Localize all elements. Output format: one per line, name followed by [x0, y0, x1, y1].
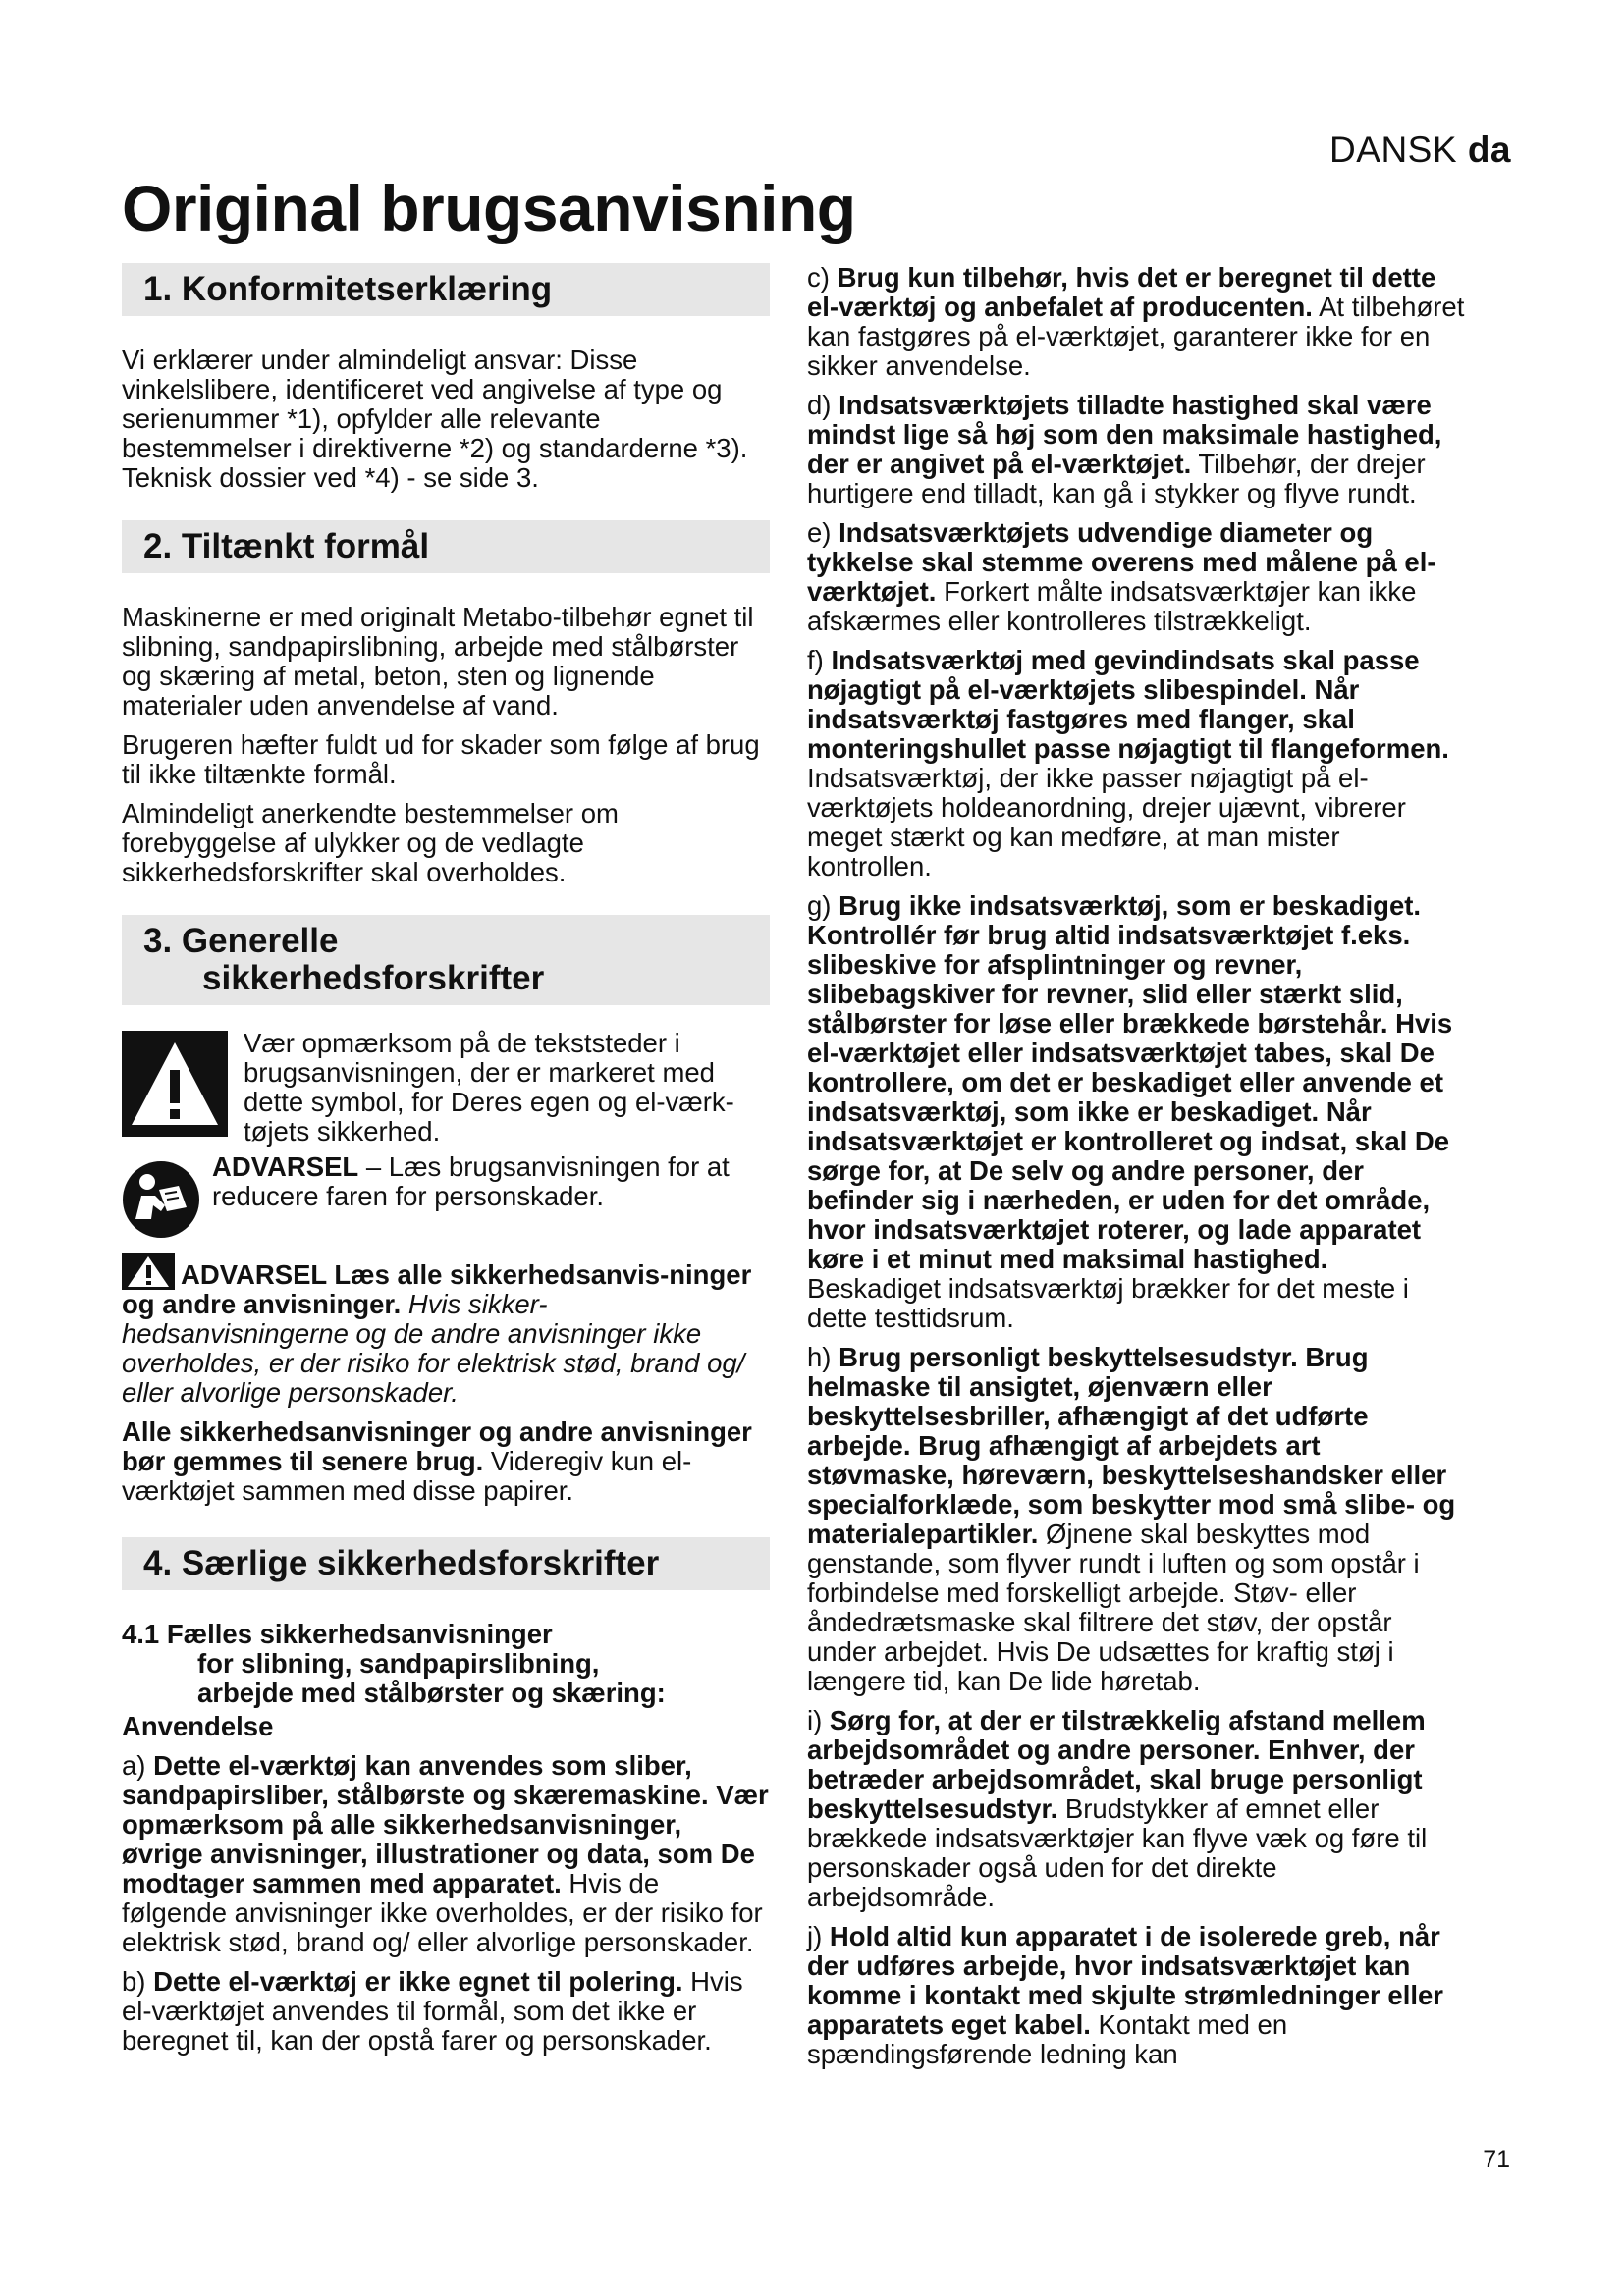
item-a-label: a) [122, 1750, 154, 1781]
item-f-bold: Indsatsværktøj med gevindindsats skal passe nøjagtigt på el-værktøjets slibespindel. Når indsatsværktøj fastgøres med flanger, skal monteringshullet passe nøjagtigt til flangeformen. [807, 645, 1449, 764]
item-e [807, 518, 1465, 636]
section-3-heading [122, 915, 770, 1005]
item-i-text: Brudstykker af emnet eller brækkede indsatsværktøjer kan flyve væk og føre til personskader også uden for det direkte arbejdsområde. [807, 1793, 1428, 1912]
item-d-label: d) [807, 390, 839, 420]
subsection-line1: 4.1 Fælles sikkerhedsanvisninger [122, 1619, 553, 1649]
language-label [1329, 130, 1511, 171]
subsection-4-1-heading [122, 1620, 770, 1708]
item-i-label: i) [807, 1705, 830, 1735]
item-d-bold: Indsatsværktøjets tilladte hastighed skal være mindst lige så høj som den maksimale hastighed, der er angivet på el-værktøjet. [807, 390, 1442, 479]
read-manual-icon [122, 1160, 200, 1239]
item-j-label: j) [807, 1921, 830, 1951]
item-c-bold: Brug kun tilbehør, hvis det er beregnet til dette el-værktøj og anbefalet af producenten. [807, 262, 1436, 322]
item-d-text: Tilbehør, der drejer hurtigere end tilladt, kan gå i stykker og flyve rundt. [807, 449, 1426, 508]
section-1-body: Vi erklærer under almindeligt ansvar: Disse vinkelslibere, identificeret ved angivelse af type og serienummer *1), opfylder alle relevante bestemmelser i direktiverne *2) og standarderne *3). Teknisk dossier ved *4) - se side 3. [122, 345, 748, 493]
item-g-text: Beskadiget indsatsværktøj brækker for det meste i dette testtidsrum. [807, 1273, 1409, 1333]
warning-triangle-icon [122, 1031, 228, 1137]
item-c [807, 263, 1465, 381]
item-e-text: Forkert målte indsatsværktøjer kan ikke afskærmes eller kontrolleres tilstrækkeligt. [807, 576, 1417, 636]
section-2-p1: Maskinerne er med originalt Metabo-tilbehør egnet til slibning, sandpapirslibning, arbejde med stålbørster og skæring af metal, beton, sten og lignende materialer uden anvendelse af vand. [122, 602, 754, 721]
item-g-bold: Brug ikke indsatsværktøj, som er beskadiget. Kontrollér før brug altid indsatsværktøjet f.eks. slibeskive for afsplintninger og revner, slibebagskiver for revner, slid eller stærkt slid, stålbørster for løse eller brækkede børstehår. Hvis el-værktøjet eller indsatsværktøjet tabes, skal De kontrollere, om det er beskadiget eller anvende et indsatsværktøj, som ikke er beskadiget. Når indsatsværktøjet er kontrolleret og indsat, skal De sørge for, at De selv og andre personer, der befinder sig i nærheden, er uden for det område, hvor indsatsværktøjet roterer, og lade apparatet køre i et minut med maksimal hastighed. [807, 890, 1453, 1274]
section-2-heading: 2. Tiltænkt formål [122, 520, 770, 573]
section-1-heading: 1. Konformitetserklæring [122, 263, 770, 316]
item-i [807, 1706, 1465, 1912]
item-j-text: Kontakt med en spændingsførende ledning kan [807, 2009, 1288, 2069]
left-column [122, 263, 770, 2065]
keep-instructions-bold: Alle sikkerhedsanvisninger og andre anvisninger bør gemmes til senere brug. [122, 1416, 752, 1476]
read-manual-text [212, 1152, 770, 1211]
item-h-bold: Brug personligt beskyttelsesudstyr. Brug helmaske til ansigtet, øjenværn eller beskyttelsesbriller, afhængigt af det udførte arbejde. Brug afhængigt af arbejdets art støvmaske, høreværn, beskyttelseshandsker eller specialforklæde, som beskytter mod små slibe- og materialepartikler. [807, 1342, 1456, 1549]
item-g [807, 891, 1465, 1333]
item-f-label: f) [807, 645, 832, 675]
small-warning-icon [122, 1253, 175, 1290]
item-f [807, 646, 1465, 881]
keep-instructions-text: Videregiv kun el-værktøjet sammen med disse papirer. [122, 1446, 692, 1506]
item-b-text: Hvis el-værktøjet anvendes til formål, som det ikke er beregnet til, kan der opstå farer og personskader. [122, 1966, 743, 2056]
item-h-label: h) [807, 1342, 839, 1372]
item-c-text: At tilbehøret kan fastgøres på el-værktøjet, garanterer ikke for en sikker anvendelse. [807, 292, 1465, 381]
warning-symbol-text: Vær opmærksom på de tekststeder i brugsanvisningen, der er markeret med dette symbol, for Deres egen og el-værk-tøjets sikkerhed. [244, 1028, 734, 1147]
item-a-text: Hvis de følgende anvisninger ikke overholdes, er der risiko for elektrisk stød, brand og/ eller alvorlige personskader. [122, 1868, 763, 1957]
general-warning-italic: Hvis sikker-hedsanvisningerne og de andre anvisninger ikke overholdes, er der risiko for elektrisk stød, brand og/ eller alvorlige personskader. [122, 1289, 745, 1408]
general-warning-bold: ADVARSEL Læs alle sikkerhedsanvis-ninger og andre anvisninger. [122, 1259, 752, 1319]
read-manual-warning [122, 1152, 770, 1239]
section-3-heading-line1: 3. Generelle [143, 922, 339, 960]
section-3-heading-line2: sikkerhedsforskrifter [202, 959, 545, 997]
section-4-heading: 4. Særlige sikkerhedsforskrifter [122, 1537, 770, 1590]
item-h [807, 1343, 1465, 1696]
language-code: da [1467, 130, 1511, 170]
item-b-label: b) [122, 1966, 154, 1997]
right-column [807, 263, 1465, 2079]
page-number: 71 [1483, 2146, 1510, 2173]
item-d [807, 391, 1465, 508]
item-j [807, 1922, 1465, 2069]
section-2-p3: Almindeligt anerkendte bestemmelser om forebyggelse af ulykker og de vedlagte sikkerhedsforskrifter skal overholdes. [122, 798, 619, 887]
subsection-line3: arbejde med stålbørster og skæring: [197, 1678, 666, 1708]
item-b [122, 1967, 770, 2056]
read-manual-desc: – Læs brugsanvisningen for at reducere faren for personskader. [212, 1151, 730, 1211]
page-title: Original brugsanvisning [122, 172, 856, 244]
item-i-bold: Sørg for, at der er tilstrækkelig afstand mellem arbejdsområdet og andre personer. Enhver, der betræder arbejdsområdet, skal bruge personligt beskyttelsesudstyr. [807, 1705, 1426, 1824]
read-manual-label: ADVARSEL [212, 1151, 359, 1182]
item-e-label: e) [807, 517, 839, 548]
subsection-line2: for slibning, sandpapirslibning, [197, 1648, 600, 1679]
item-b-bold: Dette el-værktøj er ikke egnet til polering. [153, 1966, 683, 1997]
item-a-bold: Dette el-værktøj kan anvendes som sliber, sandpapirsliber, stålbørste og skæremaskine. Vær opmærksom på alle sikkerhedsanvisninger, øvrige anvisninger, illustrationer og data, som De modtager sammen med apparatet. [122, 1750, 769, 1898]
item-c-label: c) [807, 262, 838, 293]
section-2-p2: Brugeren hæfter fuldt ud for skader som følge af brug til ikke tiltænkte formål. [122, 729, 760, 789]
keep-instructions [122, 1417, 770, 1506]
item-a [122, 1751, 770, 1957]
usage-heading: Anvendelse [122, 1711, 274, 1741]
language-name: DANSK [1329, 130, 1458, 170]
general-warning [122, 1253, 770, 1408]
item-e-bold: Indsatsværktøjets udvendige diameter og tykkelse skal stemme overens med målene på el-værktøjet. [807, 517, 1436, 607]
item-g-label: g) [807, 890, 839, 921]
warning-symbol-note [122, 1029, 770, 1147]
item-j-bold: Hold altid kun apparatet i de isolerede greb, når der udføres arbejde, hvor indsatsværktøjet kan komme i kontakt med skjulte strømledninger eller apparatets eget kabel. [807, 1921, 1443, 2040]
item-f-text: Indsatsværktøj, der ikke passer nøjagtigt på el-værktøjets holdeanordning, drejer ujævnt, vibrerer meget stærkt og kan medføre, at man mister kontrollen. [807, 763, 1406, 881]
item-h-text: Øjnene skal beskyttes mod genstande, som flyver rundt i luften og som opstår i forbindelse med forskelligt arbejde. Støv- eller åndedrætsmaske skal filtrere det støv, der opstår under arbejdet. Hvis De udsættes for kraftig støj i længere tid, kan De lide høretab. [807, 1519, 1420, 1696]
